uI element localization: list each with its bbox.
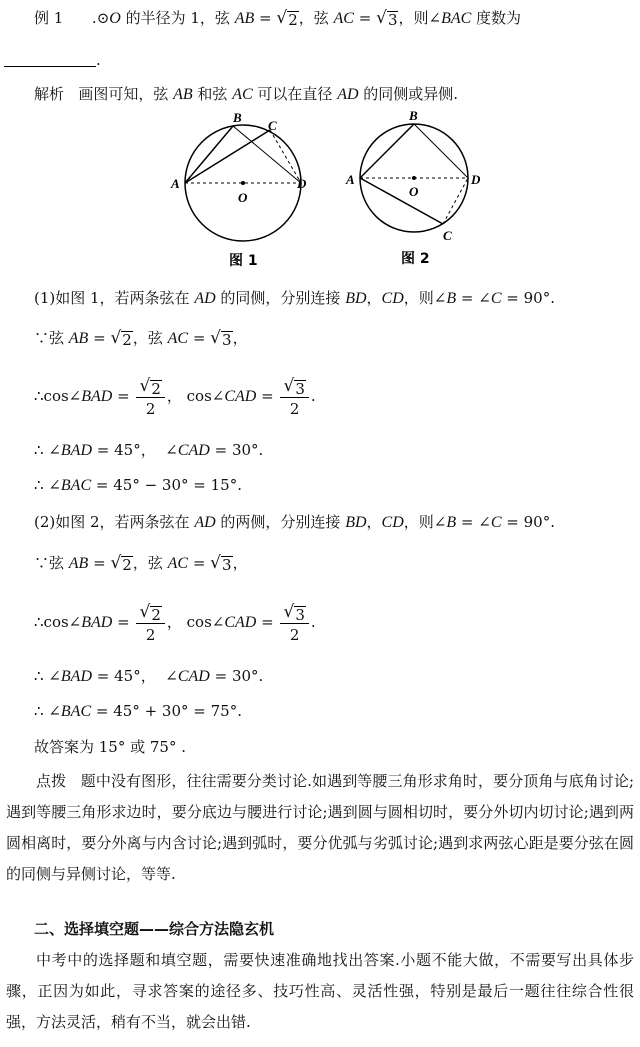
case1-line: (1)如图 1，若两条弦在 AD 的同侧，分别连接 BD，CD，则∠B = ∠C = 90°. (34, 289, 555, 307)
analysis-line: 解析 画图可知，弦 AB 和弦 AC 可以在直径 AD 的同侧或异侧. (34, 85, 459, 103)
case1-angles: ∴ ∠BAD = 45°， ∠CAD = 30°. (34, 441, 264, 459)
svg-text:C: C (443, 228, 452, 243)
sqrt-2: √ 2 (276, 8, 298, 29)
svg-text:D: D (471, 172, 481, 187)
question-line: 例 1 .⊙O 的半径为 1，弦 AB = √ 2 ，弦 AC = √ 3 ，则∠BAC 度数为 (34, 8, 522, 29)
section-heading: 二、选择填空题——综合方法隐玄机 (34, 920, 275, 938)
svg-text:O: O (409, 184, 419, 199)
tip-label: 点拨 (36, 772, 67, 790)
case1-because: ∵弦 AB = √ 2 ，弦 AC = √ 3 ， (34, 328, 248, 349)
answer-blank (4, 66, 96, 67)
section-paragraph: 中考中的选择题和填空题，需要快速准确地找出答案.小题不能大做，不需要写出具体步骤，正因为如此，寻求答案的途径多、技巧性高、灵活性强，特别是最后一题往往综合性很强，方法灵活，稍有不当，就会出错. (6, 951, 634, 1031)
svg-text:B: B (233, 110, 242, 125)
figure-2-caption: 图 2 (401, 251, 430, 267)
answer-blank-line: . (4, 50, 101, 70)
svg-text:B: B (409, 108, 418, 123)
svg-text:O: O (238, 190, 248, 205)
figures (0, 108, 640, 278)
case2-result: ∴ ∠BAC = 45° + 30° = 75°. (34, 702, 242, 720)
case2-angles: ∴ ∠BAD = 45°， ∠CAD = 30°. (34, 667, 264, 685)
figure-2 (345, 108, 481, 243)
svg-text:C: C (268, 118, 277, 133)
svg-text:D: D (297, 176, 307, 191)
case2-cos: ∴cos∠BAD = √ 2 2 ， cos∠CAD = √ 3 2 . (34, 601, 316, 644)
case1-result: ∴ ∠BAC = 45° − 30° = 15°. (34, 476, 242, 494)
sqrt-3: √ 3 (376, 8, 398, 29)
final-answer: 故答案为 15° 或 75° . (34, 738, 187, 756)
figure-1 (170, 110, 307, 241)
circle-dot-symbol: ⊙ (96, 9, 110, 27)
tip-paragraph: 点拨 题中没有图形，往往需要分类讨论.如遇到等腰三角形求角时，要分顶角与底角讨论;遇到等腰三角形求边时，要分底边与腰进行讨论;遇到圆与圆相切时，要分外切内切讨论;遇到两圆相离时，要分外离与内含讨论;遇到弧时，要分优弧与劣弧讨论;遇到求两弦心距是要分弦在圆的同侧与异侧讨论，等等. (6, 772, 634, 883)
case2-line: (2)如图 2，若两条弦在 AD 的两侧，分别连接 BD，CD，则∠B = ∠C = 90°. (34, 513, 555, 531)
case1-cos: ∴cos∠BAD = √ 2 2 ， cos∠CAD = √ 3 2 . (34, 375, 316, 418)
case2-because: ∵弦 AB = √ 2 ，弦 AC = √ 3 ， (34, 553, 248, 574)
example-label: 例 1 (34, 9, 64, 27)
figure-1-caption: 图 1 (229, 253, 258, 269)
analysis-label: 解析 (34, 85, 65, 103)
svg-text:A: A (171, 176, 180, 191)
svg-text:A: A (346, 172, 355, 187)
